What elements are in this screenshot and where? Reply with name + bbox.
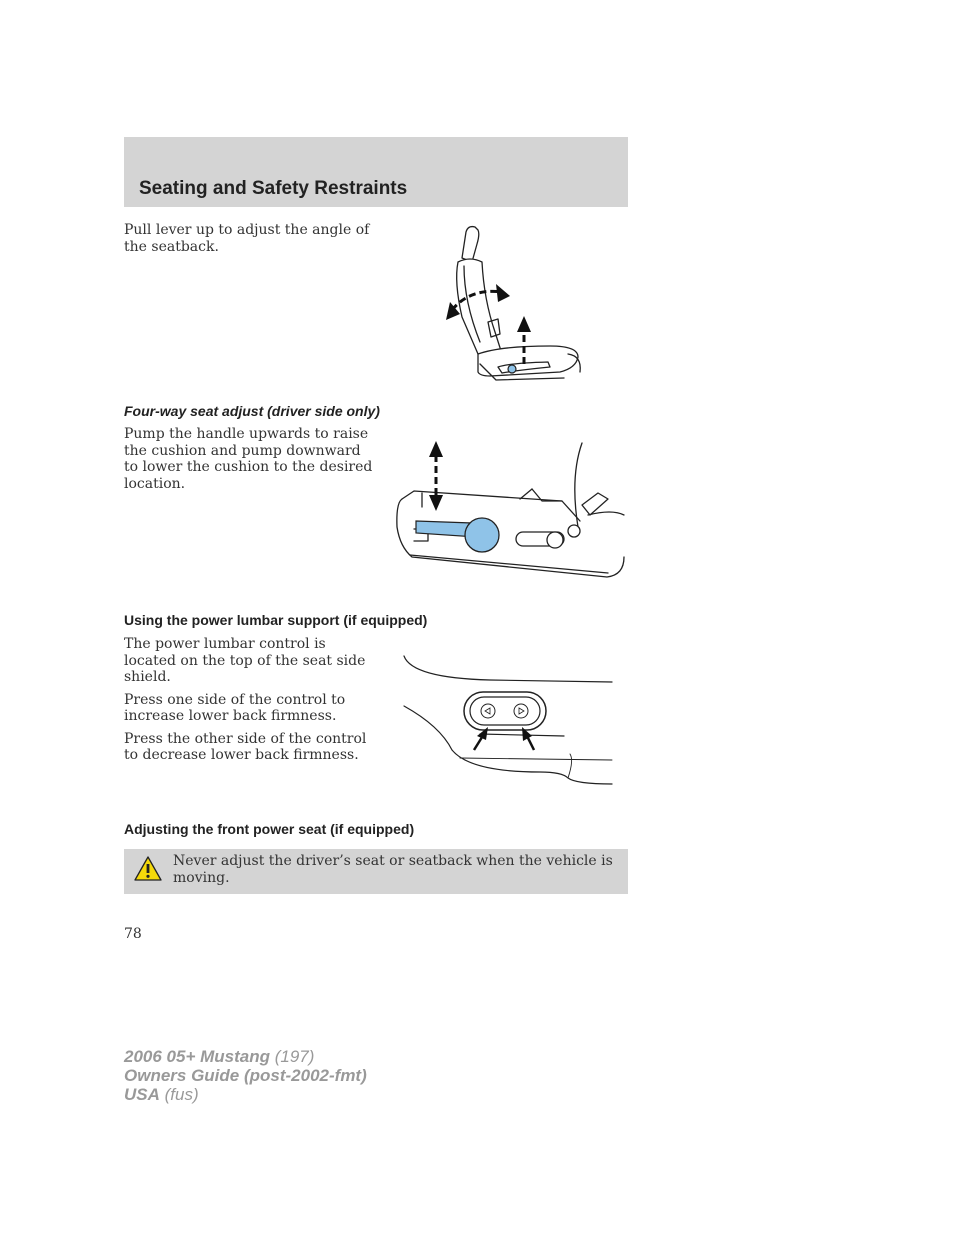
seatback-recline-illustration bbox=[440, 222, 590, 387]
lumbar-heading: Using the power lumbar support (if equipped) bbox=[124, 612, 428, 628]
footer-guide: Owners Guide (post-2002-fmt) bbox=[124, 1066, 367, 1085]
four-way-text: Pump the handle upwards to raise the cushion and pump downward to lower the cushion to the desired location. bbox=[124, 426, 373, 492]
lumbar-button-right bbox=[514, 704, 528, 718]
lumbar-control-illustration bbox=[400, 650, 616, 790]
footer-line-3 bbox=[124, 1085, 367, 1104]
footer-market-code: (fus) bbox=[164, 1085, 199, 1104]
footer-market: USA bbox=[124, 1085, 160, 1104]
lumbar-paragraphs bbox=[124, 636, 379, 770]
section-title: Seating and Safety Restraints bbox=[139, 178, 408, 199]
power-seat-heading: Adjusting the front power seat (if equipped) bbox=[124, 821, 415, 837]
section-header-band bbox=[124, 137, 628, 207]
lumbar-text-3: Press the other side of the control to decrease lower back firmness. bbox=[124, 730, 367, 763]
footer-line-1 bbox=[124, 1047, 367, 1066]
four-way-heading: Four-way seat adjust (driver side only) bbox=[124, 403, 380, 419]
warning-box bbox=[124, 849, 628, 894]
pump-handle-knob bbox=[465, 518, 499, 552]
lumbar-text-2: Press one side of the control to increase lower back firmness. bbox=[124, 691, 346, 724]
warning-text: Never adjust the driver’s seat or seatback when the vehicle is moving. bbox=[173, 853, 613, 886]
seatback-paragraph bbox=[124, 222, 379, 261]
lumbar-button-left bbox=[481, 704, 495, 718]
lever-knob bbox=[508, 365, 516, 373]
four-way-seat-illustration bbox=[392, 437, 628, 585]
footer-line-2 bbox=[124, 1066, 367, 1085]
seatback-text: Pull lever up to adjust the angle of the seatback. bbox=[124, 222, 370, 255]
lumbar-text-1: The power lumbar control is located on the top of the seat side shield. bbox=[124, 636, 366, 685]
footer-model: 2006 05+ Mustang bbox=[124, 1047, 270, 1066]
page-number: 78 bbox=[124, 926, 142, 942]
four-way-paragraph bbox=[124, 426, 379, 498]
footer-model-code: (197) bbox=[274, 1047, 315, 1066]
document-footer bbox=[124, 1047, 367, 1104]
warning-triangle-icon bbox=[134, 855, 162, 883]
